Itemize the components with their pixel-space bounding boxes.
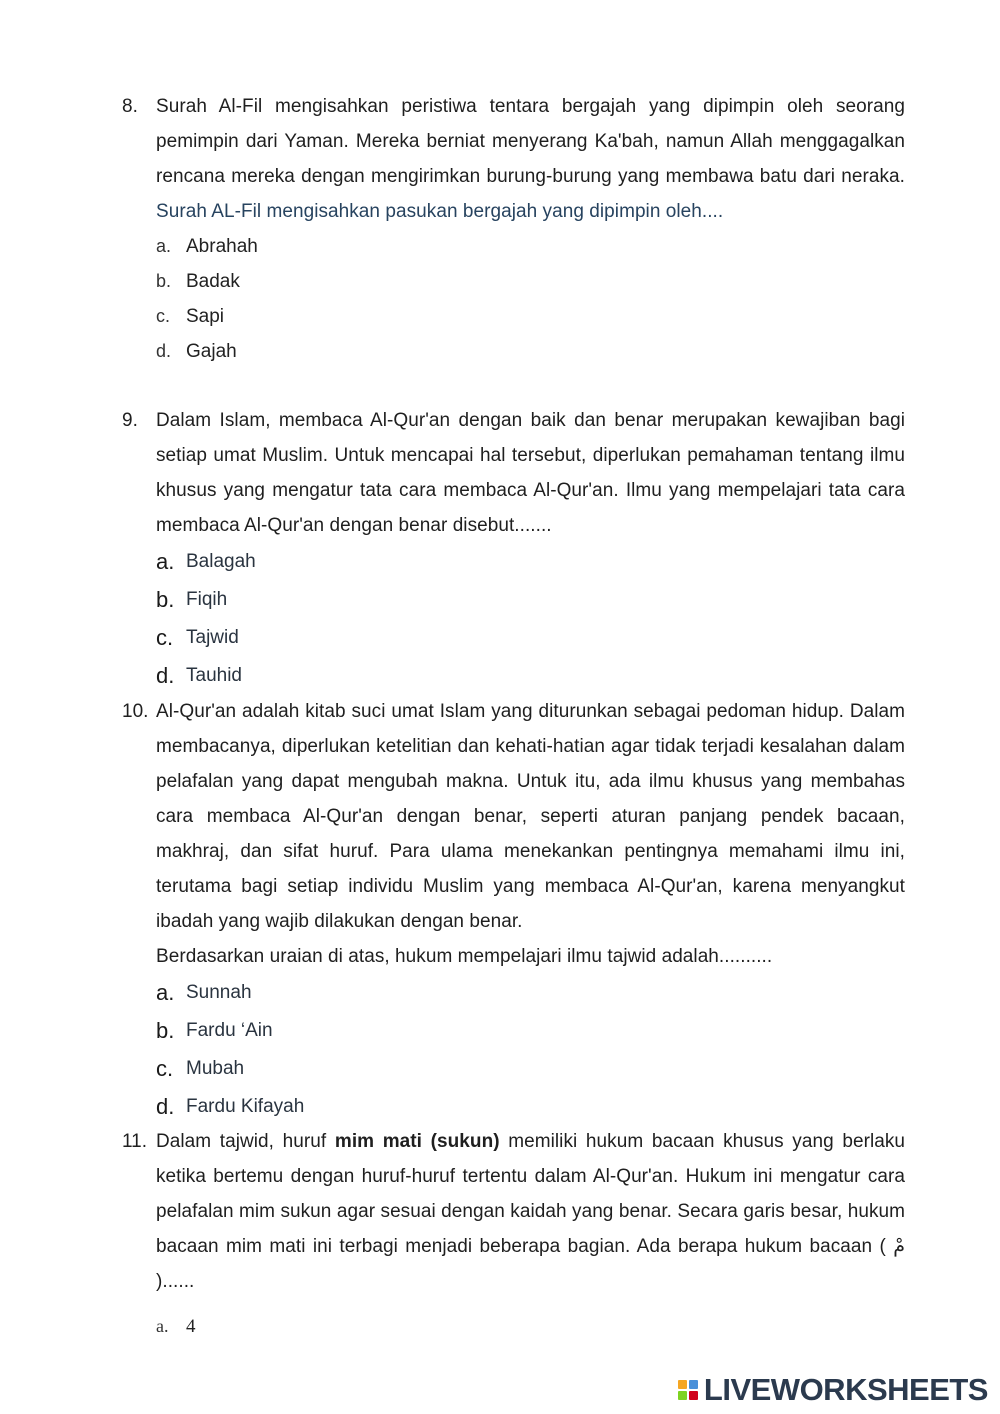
- option-c[interactable]: [156, 619, 905, 657]
- option-letter: a.: [156, 236, 172, 256]
- option-text: Mubah: [186, 1058, 245, 1079]
- option-c[interactable]: [156, 1050, 905, 1088]
- option-text: Fiqih: [186, 589, 228, 610]
- options-list: [156, 229, 905, 369]
- option-text: Sunnah: [186, 982, 252, 1003]
- question-number: 9.: [122, 410, 138, 431]
- option-text: Badak: [186, 271, 240, 292]
- question-number: 10.: [122, 701, 149, 722]
- option-letter: c.: [156, 306, 171, 326]
- option-a[interactable]: [156, 543, 905, 581]
- logo-tile: [689, 1380, 698, 1389]
- option-b[interactable]: [156, 581, 905, 619]
- option-letter: a.: [156, 549, 175, 574]
- option-b[interactable]: [156, 264, 905, 299]
- question-prompt: Berdasarkan uraian di atas, hukum mempelajari ilmu tajwid adalah..........: [156, 946, 773, 967]
- option-text: Balagah: [186, 551, 256, 572]
- options-list: [156, 543, 905, 695]
- question-8: [122, 89, 905, 369]
- option-text: 4: [186, 1316, 196, 1337]
- question-text: [156, 1124, 905, 1299]
- option-letter: d.: [156, 663, 175, 688]
- logo-tile: [689, 1391, 698, 1400]
- option-a[interactable]: [156, 229, 905, 264]
- option-letter: c.: [156, 1056, 174, 1081]
- question-text: [156, 89, 905, 229]
- logo-tile: [678, 1380, 687, 1389]
- option-a[interactable]: [156, 974, 905, 1012]
- options-list: [156, 1309, 905, 1344]
- question-text-bold: mim mati (sukun): [334, 1131, 500, 1152]
- option-a[interactable]: [156, 1309, 905, 1344]
- question-number: 11.: [122, 1131, 148, 1152]
- option-d[interactable]: [156, 657, 905, 695]
- option-letter: d.: [156, 1094, 175, 1119]
- option-text: Fardu ‘Ain: [186, 1020, 273, 1041]
- option-text: Tajwid: [186, 627, 239, 648]
- logo-tile: [678, 1391, 687, 1400]
- option-d[interactable]: [156, 1088, 905, 1126]
- option-letter: a.: [156, 980, 175, 1005]
- option-letter: a.: [156, 1316, 169, 1336]
- logo-mark-icon: [678, 1380, 698, 1400]
- question-text-before: Dalam tajwid, huruf: [156, 1131, 335, 1152]
- question-10: [122, 694, 905, 1126]
- option-b[interactable]: [156, 1012, 905, 1050]
- question-number: 8.: [122, 96, 138, 117]
- option-letter: b.: [156, 587, 175, 612]
- liveworksheets-logo: [678, 1372, 988, 1408]
- option-d[interactable]: [156, 334, 905, 369]
- options-list: [156, 974, 905, 1126]
- question-text-after: memiliki hukum bacaan khusus yang berlaku ketika bertemu dengan huruf-huruf tertentu dalam Al-Qur'an. Hukum ini mengatur cara pelafalan mim sukun agar sesuai dengan kaidah yang benar. Secara garis besar, hukum bacaan mim mati ini terbagi menjadi beberapa bagian. Ada berapa hukum bacaan ( مْ )......: [156, 1131, 906, 1292]
- option-letter: d.: [156, 341, 172, 361]
- option-text: Sapi: [186, 306, 225, 327]
- question-prompt: Surah AL-Fil mengisahkan pasukan bergajah yang dipimpin oleh....: [156, 201, 724, 222]
- option-text: Fardu Kifayah: [186, 1096, 305, 1117]
- question-text: Al-Qur'an adalah kitab suci umat Islam yang diturunkan sebagai pedoman hidup. Dalam membacanya, diperlukan ketelitian dan kehati-hatian agar tidak terjadi kesalahan dalam pelafalan yang dapat mengubah makna. Untuk itu, ada ilmu khusus yang membahas cara membaca Al-Qur'an dengan benar, seperti aturan panjang pendek bacaan, makhraj, dan sifat huruf. Para ulama menekankan pentingnya memahami ilmu ini, terutama bagi setiap individu Muslim yang membaca Al-Qur'an, karena menyangkut ibadah yang wajib dilakukan dengan benar.: [156, 701, 905, 932]
- question-9: [122, 403, 905, 695]
- option-text: Gajah: [186, 341, 237, 362]
- question-text: Dalam Islam, membaca Al-Qur'an dengan baik dan benar merupakan kewajiban bagi setiap umat Muslim. Untuk mencapai hal tersebut, diperlukan pemahaman tentang ilmu khusus yang mengatur tata cara membaca Al-Qur'an. Ilmu yang mempelajari tata cara membaca Al-Qur'an dengan benar disebut.......: [156, 410, 905, 536]
- option-letter: c.: [156, 625, 174, 650]
- option-text: Tauhid: [186, 665, 242, 686]
- question-11: [122, 1124, 905, 1344]
- option-c[interactable]: [156, 299, 905, 334]
- option-letter: b.: [156, 271, 172, 291]
- option-letter: b.: [156, 1018, 175, 1043]
- option-text: Abrahah: [186, 236, 258, 257]
- logo-text: LIVEWORKSHEETS: [703, 1372, 988, 1407]
- question-context: Surah Al-Fil mengisahkan peristiwa tentara bergajah yang dipimpin oleh seorang pemimpin dari Yaman. Mereka berniat menyerang Ka'bah, namun Allah menggagalkan rencana mereka dengan mengirimkan burung-burung yang membawa batu dari neraka.: [156, 96, 905, 187]
